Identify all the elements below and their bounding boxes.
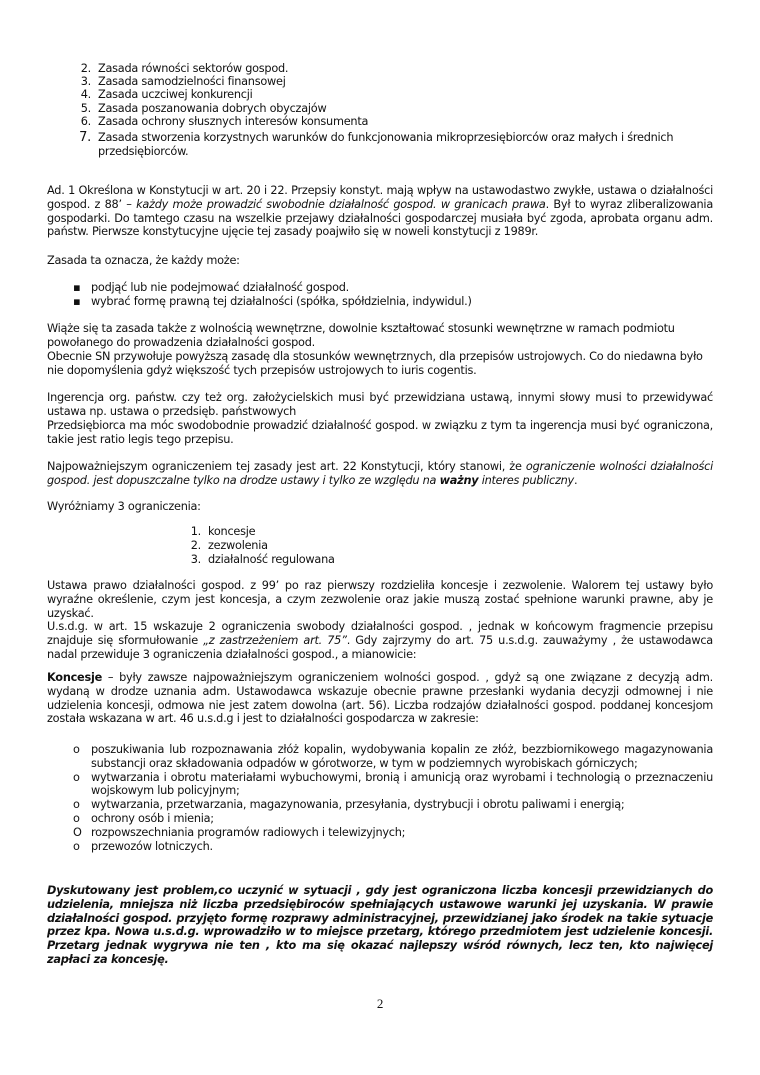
page-number: 2 (376, 996, 384, 1011)
list-item: ▪ podjąć lub nie podejmować działalność gospod. (47, 281, 713, 295)
list-item: 2. Zasada równości sektorów gospod. (80, 62, 289, 75)
list-item: 5. Zasada poszanowania dobrych obyczajów (80, 101, 327, 115)
list-item: o wytwarzania i obrotu materiałami wybuchowymi, bronią i amunicją oraz wyrobami i technologią o przeznaczeniu wojskowym lub policyjnym; (47, 771, 713, 799)
paragraph-przedsiebiorca: Przedsiębiorca ma móc swodobodnie prowadzić działalność gospod. w związku z tym ta ingerencja musi być ograniczona, takie jest ratio legis tego przepisu. (47, 419, 713, 446)
means-list (47, 281, 713, 309)
list-item: o wytwarzania, przetwarzania, magazynowania, przesyłania, dystrybucji i obrotu paliwami i energią; (47, 798, 713, 812)
list-item: 3. Zasada samodzielności finansowej (80, 75, 286, 89)
list-item: o poszukiwania lub rozpoznawania złóż kopalin, wydobywania kopalin ze złóż, bezzbiornikowego magazynowania substancji oraz składowania odpadów w górotworze, w tym w podziemnych wyrobiskach górniczych; (47, 743, 713, 771)
principles-list (47, 62, 713, 159)
paragraph-ustawa: Ustawa prawo działalności gospod. z 99’ po raz pierwszy rozdzieliła koncesje i zezwolenie. Walorem tej ustawy było wyraźne określenie, czym jest koncesja, a czym zezwolenie oraz jakie muszą zostać spełnione warunki prawne, aby je uzyskać. (47, 579, 713, 620)
limits-intro: Wyróżniamy 3 ograniczenia: (47, 500, 201, 513)
paragraph-najpowazniejszym: Najpoważniejszym ograniczeniem tej zasady jest art. 22 Konstytucji, który stanowi, że ograniczenie wolności działalności gospod. jest dopuszczalne tylko na drodze ustawy i tylko ze względu na ważny interes publiczny. (47, 460, 714, 487)
circle-bullet-icon: o (73, 743, 80, 756)
list-item: 4. Zasada uczciwej konkurencji (80, 88, 253, 102)
list-item: O rozpowszechniania programów radiowych i telewizyjnych; (47, 826, 713, 840)
list-item: o przewozów lotniczych. (47, 840, 713, 854)
circle-bullet-icon: o (73, 811, 80, 825)
list-item: 6. Zasada ochrony słusznych interesów konsumenta (80, 114, 369, 128)
list-item: 2. zezwolenia (190, 538, 268, 552)
circle-bullet-icon: o (73, 770, 80, 784)
list-item: ▪ wybrać formę prawną tej działalności (spółka, spółdzielnia, indywidul.) (47, 295, 713, 309)
paragraph-dyskutowany: Dyskutowany jest problem,co uczynić w sytuacji , gdy jest ograniczona liczba koncesji przewidzianych do udzielenia, mniejsza niż liczba przedsiębiroców spełniających ustawowe warunki jej uzyskania. W prawie działalności gospod. przyjęto formę rozprawy administracyjnej, przewidzianej jako środek na takie sytuacje przez kpa. Nowa u.s.d.g. wprowadziło w to miejsce przetarg, którego przedmiotem jest udzielenie koncesji. Przetarg jednak wygrywa nie ten , kto ma się okazać najlepszy wśród równych, lecz ten, kto najwięcej zapłaci za koncesję. (47, 884, 713, 966)
scope-list (47, 743, 713, 853)
means-intro: Zasada ta oznacza, że każdy może: (47, 254, 240, 267)
paragraph-sn: Obecnie SN przywołuje powyższą zasadę dla stosunków wewnętrznych, dla przepisów ustrojowych. Co do niedawna było nie dopomyślenia gdyż większość tych przepisów ustrojowych to iuris cogentis. (47, 350, 703, 377)
circle-bullet-icon: O (73, 825, 82, 839)
list-item: 7. Zasada stworzenia korzystnych warunków do funkcjonowania mikroprzesiębiorców oraz małych i średnich przedsiębiorców. (79, 130, 674, 159)
paragraph-usdg: U.s.d.g. w art. 15 wskazuje 2 ograniczenia swobody działalności gospod. , jednak w końcowym fragmencie przepisu znajduje się sformułowanie „z zastrzeżeniem art. 75”. Gdy zajrzymy do art. 75 u.s.d.g. zauważymy , że ustawodawca nadal przewiduje 3 ograniczenia działalności gospod., a mianowicie: (47, 620, 713, 661)
list-item: 1. koncesje (190, 525, 256, 538)
paragraph-koncesje: Koncesje – były zawsze najpoważniejszym ograniczeniem wolności gospod. , gdyż są one związane z decyzją adm. wydaną w drodze uznania adm. Ustawodawca wskazuje obecnie prawne przesłanki wydania decyzji odmownej i nie udzielenia koncesji, odmowa nie jest zatem dowolna (art. 56). Liczba rodzajów działalności gospod. poddanej koncesjom została wskazana w art. 46 u.s.d.g i jest to działalności gospodarcza w zakresie: (47, 671, 713, 726)
paragraph-ingerencja: Ingerencja org. państw. czy też org. założycielskich musi być przewidziana ustawą, innymi słowy musi to przewidywać ustawa np. ustawa o przedsięb. państwowych (47, 391, 713, 418)
circle-bullet-icon: o (73, 839, 80, 853)
bullet-icon: ▪ (73, 281, 81, 294)
list-item: 3. działalność regulowana (190, 552, 335, 566)
limits-list (157, 525, 557, 566)
circle-bullet-icon: o (73, 798, 80, 812)
bullet-icon: ▪ (73, 294, 81, 308)
paragraph-ad1: Ad. 1 Określona w Konstytucji w art. 20 i 22. Przepsiy konstyt. mają wpływ na ustawodastwo zwykłe, ustawa o działalności gospod. z 88’ – każdy może prowadzić swobodnie działalność gospod. w granicach prawa. Był to wyraz zliberalizowania gospodarki. Do tamtego czasu na wszelkie przejawy działalności gospodarczej musiała być zgoda, aprobata organu adm. państw. Pierwsze konstytucyjne ujęcie tej zasady poajwiło się w noweli konstytucji z 1989r. (47, 184, 713, 239)
list-item: o ochrony osób i mienia; (47, 812, 713, 826)
paragraph-wiaze: Wiąże się ta zasada także z wolnością wewnętrzne, dowolnie kształtować stosunki wewnętrzne w ramach podmiotu powołanego do prowadzenia działalności gospod. (47, 322, 675, 349)
